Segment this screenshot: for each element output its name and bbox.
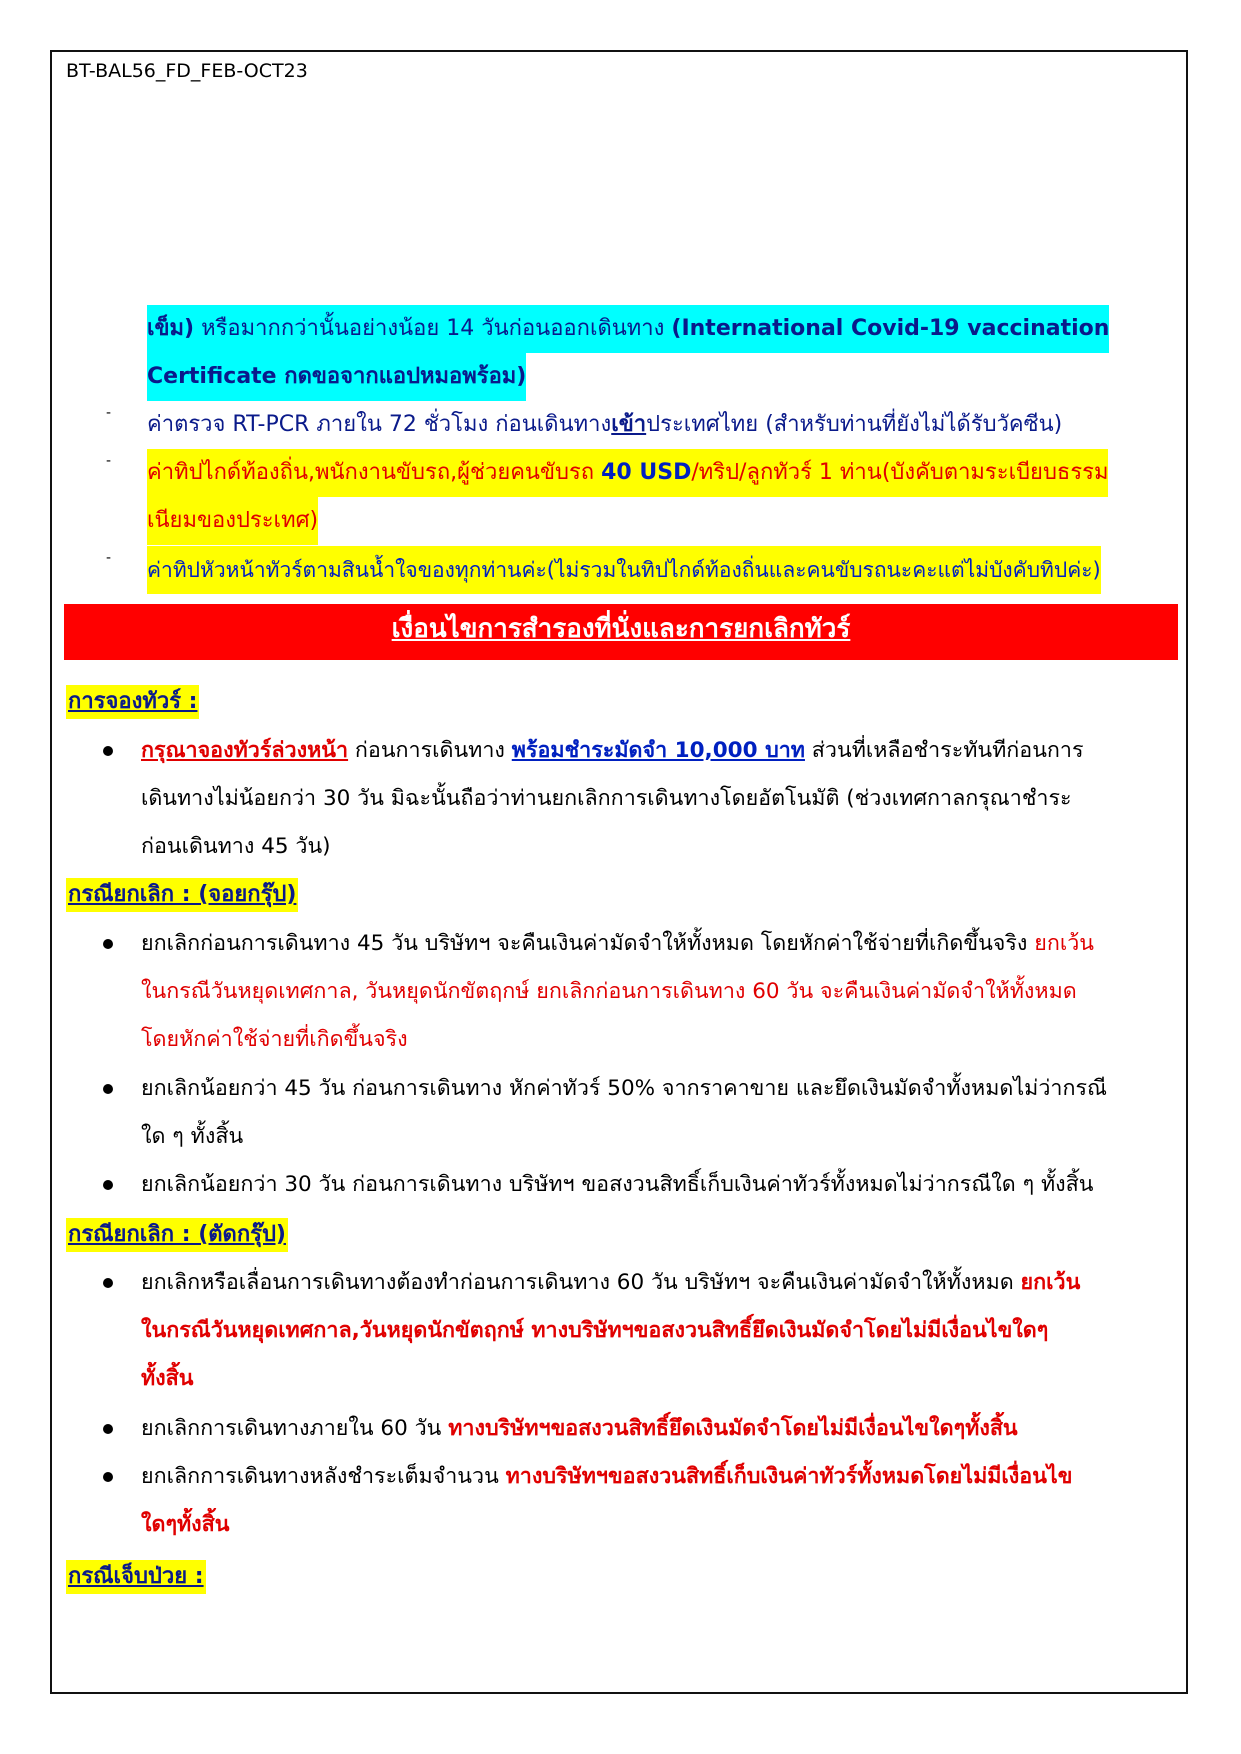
cancel-join-text: ยกเลิกก่อนการเดินทาง 45 วัน บริษัทฯ จะคืนเงินค่ามัดจำให้ทั้งหมด โดยหักค่าใช้จ่ายที่เกิดขึ้นจริง: [141, 931, 1035, 956]
tip-guide-text: ค่าทิปไกด์ท้องถิ่น,พนักงานขับรถ,ผู้ช่วยคนขับรถ: [147, 460, 602, 485]
bullet-icon: [103, 746, 113, 756]
bullet-icon: [103, 1180, 113, 1190]
bullet-icon: [103, 1472, 113, 1482]
cancel-join-item-1: [141, 920, 1094, 968]
vaccine-note-text: หรือมากกว่านั้นอย่างน้อย 14 วันก่อนออกเดินทาง: [194, 316, 672, 341]
rt-pcr-item: [147, 401, 1062, 449]
booking-text: ก่อนการเดินทาง: [348, 738, 512, 763]
cancel-join-item-2-line-2: ใด ๆ ทั้งสิ้น: [141, 1124, 244, 1149]
list-dash: -: [106, 405, 112, 421]
cancel-private-full-charge: ทางบริษัทฯขอสงวนสิทธิ์เก็บเงินค่าทัวร์ทั้งหมดโดยไม่มีเงื่อนไข: [505, 1464, 1073, 1489]
tip-guide-text-end: /ทริป/ลูกทัวร์ 1 ท่าน(บังคับตามระเบียบธรรม: [691, 460, 1109, 485]
booking-line-1: [141, 727, 1084, 775]
cancel-private-item-1: [141, 1259, 1080, 1307]
booking-line-3: ก่อนเดินทาง 45 วัน): [141, 834, 331, 859]
cancel-private-item-3-line-2: ใดๆทั้งสิ้น: [141, 1512, 230, 1537]
cancel-private-item-1-line-3: ทั้งสิ้น: [141, 1366, 194, 1391]
list-dash: -: [106, 550, 112, 566]
cancel-join-item-3: ยกเลิกน้อยกว่า 30 วัน ก่อนการเดินทาง บริษัทฯ ขอสงวนสิทธิ์เก็บเงินค่าทัวร์ทั้งหมดไม่ว่ากรณีใด ๆ ทั้งสิ้น: [141, 1172, 1094, 1197]
booking-advance-notice: กรุณาจองทัวร์ล่วงหน้า: [141, 738, 349, 763]
cancel-private-item-2: [141, 1405, 1018, 1453]
document-code: BT-BAL56_FD_FEB-OCT23: [66, 60, 308, 82]
tip-leader-item: ค่าทิปหัวหน้าทัวร์ตามสินน้ำใจของทุกท่านค่ะ(ไม่รวมในทิปไกด์ท้องถิ่นและคนขับรถนะคะแต่ไม่บังคับทิปค่ะ): [147, 546, 1101, 594]
booking-heading: การจองทัวร์ :: [66, 685, 199, 719]
cancel-private-text: ยกเลิกหรือเลื่อนการเดินทางต้องทำก่อนการเดินทาง 60 วัน บริษัทฯ จะคืนเงินค่ามัดจำให้ทั้งหมด: [141, 1270, 1021, 1295]
vaccine-note-bold-start: เข็ม): [147, 316, 195, 341]
bullet-icon: [103, 1278, 113, 1288]
cancel-private-forfeit: ทางบริษัทฯขอสงวนสิทธิ์ยึดเงินมัดจำโดยไม่มีเงื่อนไขใดๆทั้งสิ้น: [448, 1416, 1018, 1441]
cancel-join-item-2: ยกเลิกน้อยกว่า 45 วัน ก่อนการเดินทาง หักค่าทัวร์ 50% จากราคาขาย และยึดเงินมัดจำทั้งหมดไม่ว่ากรณี: [141, 1076, 1107, 1101]
bullet-icon: [103, 1424, 113, 1434]
bullet-icon: [103, 1084, 113, 1094]
booking-deposit: พร้อมชำระมัดจำ 10,000 บาท: [511, 738, 805, 763]
rt-pcr-text-end: ประเทศไทย (สำหรับท่านที่ยังไม่ได้รับวัคซีน): [646, 412, 1063, 437]
tip-amount: 40 USD: [601, 460, 692, 485]
cancel-join-heading: กรณียกเลิก : (จอยกรุ๊ป): [66, 878, 298, 912]
cancel-private-text: ยกเลิกการเดินทางภายใน 60 วัน: [141, 1416, 449, 1441]
rt-pcr-underlined: เข้า: [611, 412, 647, 437]
list-dash: -: [106, 453, 112, 469]
cancel-private-exception: ยกเว้น: [1020, 1270, 1081, 1295]
booking-line-2: เดินทางไม่น้อยกว่า 30 วัน มิฉะนั้นถือว่าท่านยกเลิกการเดินทางโดยอัตโนมัติ (ช่วงเทศกาลกรุณาชำระ: [141, 786, 1072, 811]
cancel-join-item-1-line-3: โดยหักค่าใช้จ่ายที่เกิดขึ้นจริง: [141, 1027, 408, 1052]
banner-title: เงื่อนไขการสำรองที่นั่งและการยกเลิกทัวร์: [391, 614, 851, 644]
cancel-private-item-1-line-2: ในกรณีวันหยุดเทศกาล,วันหยุดนักขัตฤกษ์ ทางบริษัทฯขอสงวนสิทธิ์ยึดเงินมัดจำโดยไม่มีเงื่อนไขใดๆ: [141, 1318, 1049, 1343]
vaccine-note-english: (International Covid-19 vaccination: [671, 316, 1110, 341]
cancel-private-heading: กรณียกเลิก : (ตัดกรุ๊ป): [66, 1218, 288, 1252]
illness-heading: กรณีเจ็บป่วย :: [66, 1560, 206, 1594]
booking-text-end: ส่วนที่เหลือชำระทันทีก่อนการ: [804, 738, 1084, 763]
vaccine-note-line-1: [147, 305, 1109, 353]
tip-guide-item-line-2: เนียมของประเทศ): [147, 497, 318, 545]
tip-guide-item: [147, 449, 1108, 497]
bullet-icon: [103, 939, 113, 949]
cancel-join-item-1-line-2: ในกรณีวันหยุดเทศกาล, วันหยุดนักขัตฤกษ์ ยกเลิกก่อนการเดินทาง 60 วัน จะคืนเงินค่ามัดจำให้ทั้งหมด: [141, 979, 1077, 1004]
cancel-private-text: ยกเลิกการเดินทางหลังชำระเต็มจำนวน: [141, 1464, 506, 1489]
cancel-join-exception: ยกเว้น: [1034, 931, 1094, 956]
conditions-banner: [64, 604, 1178, 660]
vaccine-note-line-2: Certificate กดขอจากแอปหมอพร้อม): [147, 353, 526, 401]
rt-pcr-text: ค่าตรวจ RT-PCR ภายใน 72 ชั่วโมง ก่อนเดินทาง: [147, 412, 612, 437]
cancel-private-item-3: [141, 1453, 1072, 1501]
